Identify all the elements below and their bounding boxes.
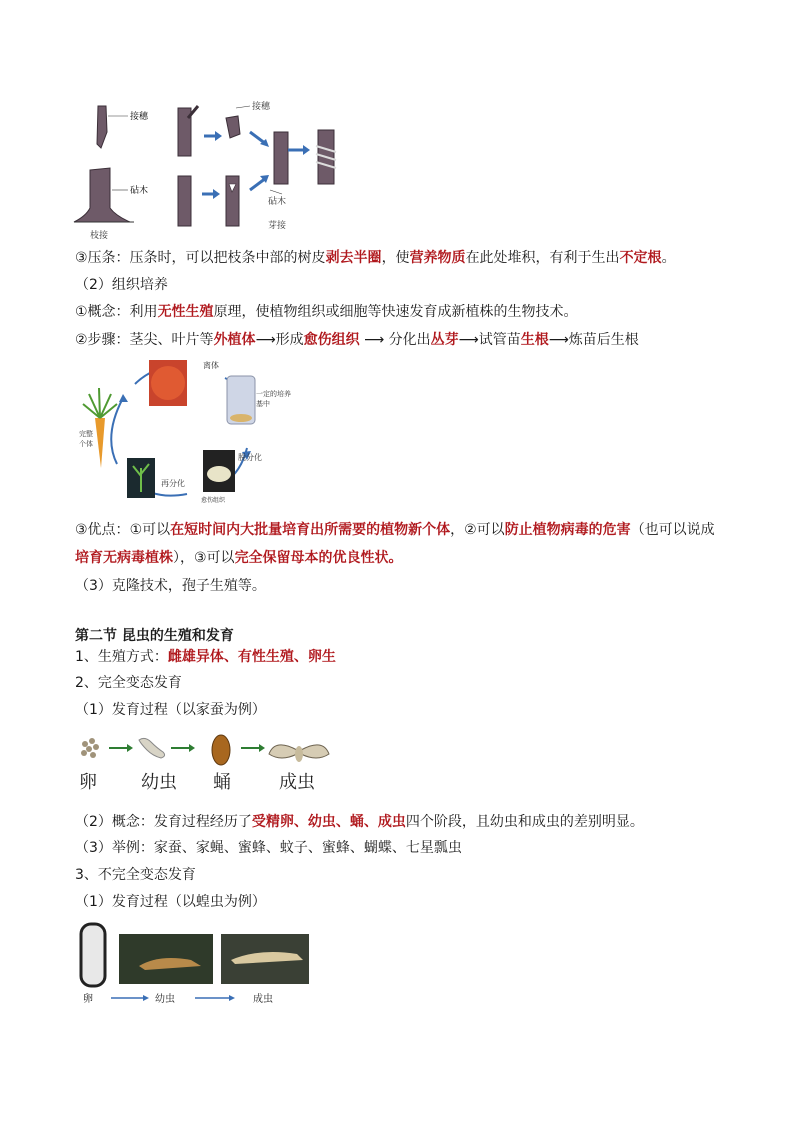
section-title: 第二节 昆虫的生殖和发育 — [75, 628, 234, 644]
rootstock-trunk — [74, 168, 130, 222]
locust-stages-figure — [75, 920, 315, 1006]
label-medium: 一定的培养 — [256, 390, 291, 398]
grafting-figure — [70, 98, 370, 243]
tissue-culture-heading: （2）组织培养 — [75, 277, 168, 293]
advantages-line-2: 培育无病毒植株），③可以完全保留母本的优良性状。 — [75, 550, 403, 566]
stage-label-larva: 幼虫 — [141, 772, 177, 793]
label-callus: 愈伤组织 — [201, 497, 226, 504]
locust-egg-image — [81, 924, 105, 986]
label-rootstock-bud: 砧木 — [268, 197, 287, 207]
tissue-culture-concept: ①概念：利用无性生殖原理，使植物组织或细胞等快速发育成新植株的生物技术。 — [75, 304, 578, 320]
caption-bud-graft: 芽接 — [268, 221, 287, 231]
cloning-line: （3）克隆技术，孢子生殖等。 — [75, 578, 266, 594]
stage-label-adult: 成虫 — [279, 772, 315, 793]
tissue-culture-steps: ②步骤：茎尖、叶片等外植体⟶形成愈伤组织 ⟶ 分化出丛芽⟶试管苗生根⟶炼苗后生根 — [75, 332, 639, 348]
complete-metamorphosis-heading: 2、完全变态发育 — [75, 675, 182, 691]
keyword: 生根 — [520, 332, 549, 348]
larva-image — [139, 738, 165, 758]
keyword: 愈伤组织 — [303, 332, 360, 348]
pupa-image — [212, 735, 230, 765]
keyword: 剥去半圈 — [325, 250, 382, 266]
keyword: 受精卵、幼虫、蛹、成虫 — [251, 814, 406, 830]
stage-label-pupa: 蛹 — [213, 772, 231, 793]
label-whole-plant: 完整 — [79, 430, 93, 438]
reproduction-mode: 1、生殖方式：雌雄异体、有性生殖、卵生 — [75, 649, 336, 665]
label-isolate: 离体 — [203, 361, 219, 370]
long-arrow-icon: ⟶ — [255, 332, 276, 348]
tissue-culture-figure — [75, 356, 295, 506]
caption-branch-graft: 枝接 — [90, 231, 109, 241]
keyword: 丛芽 — [430, 332, 459, 348]
keyword: 在短时间内大批量培育出所需要的植物新个体 — [170, 522, 451, 538]
label-scion: 接穗 — [130, 112, 149, 122]
stage-label-nymph: 幼虫 — [155, 994, 175, 1005]
keyword: 无性生殖 — [157, 304, 214, 320]
process-silkworm: （1）发育过程（以家蚕为例） — [75, 702, 266, 718]
carrot-plant-image — [95, 418, 105, 468]
keyword: 防止植物病毒的危害 — [504, 522, 631, 538]
keyword: 不定根 — [619, 250, 662, 266]
keyword: 雌雄异体、有性生殖、卵生 — [167, 649, 336, 665]
incomplete-metamorphosis-heading: 3、不完全变态发育 — [75, 867, 196, 883]
stage-label-adult: 成虫 — [253, 994, 273, 1005]
label-scion-bud: 接穗 — [252, 102, 271, 112]
layering-line: ③压条：压条时，可以把枝条中部的树皮剥去半圈，使营养物质在此处堆积，有利于生出不定根。 — [75, 250, 676, 266]
label-rootstock: 砧木 — [130, 186, 149, 196]
moth-image — [269, 745, 329, 762]
label-redifferentiation: 再分化 — [161, 479, 185, 488]
examples-line: （3）举例：家蚕、家蝇、蜜蜂、蚊子、蜜蜂、蝴蝶、七星瓢虫 — [75, 840, 462, 856]
advantages-line-1: ③优点：①可以在短时间内大批量培育出所需要的植物新个体，②可以防止植物病毒的危害（也可以说成 — [75, 522, 715, 538]
process-locust: （1）发育过程（以蝗虫为例） — [75, 894, 266, 910]
stage-label-egg: 卵 — [83, 994, 93, 1005]
complete-metamorphosis-concept: （2）概念：发育过程经历了受精卵、幼虫、蛹、成虫四个阶段，且幼虫和成虫的差别明显。 — [75, 814, 644, 830]
long-arrow-icon: ⟶ — [458, 332, 479, 348]
egg-image — [81, 738, 99, 758]
long-arrow-icon: ⟶ — [548, 332, 569, 348]
label-dedifferentiation: 脱分化 — [238, 453, 262, 462]
keyword: 培育无病毒植株 — [75, 550, 173, 566]
keyword: 外植体 — [213, 332, 256, 348]
scion-branch — [97, 106, 107, 148]
keyword: 完全保留母本的优良性状。 — [234, 550, 403, 566]
svg-text:个体: 个体 — [79, 440, 93, 448]
silkworm-stages-figure — [75, 732, 335, 794]
svg-text:基中: 基中 — [256, 400, 270, 408]
long-arrow-icon: ⟶ — [359, 332, 389, 348]
keyword: 营养物质 — [409, 250, 466, 266]
stage-label-egg: 卵 — [79, 772, 97, 793]
